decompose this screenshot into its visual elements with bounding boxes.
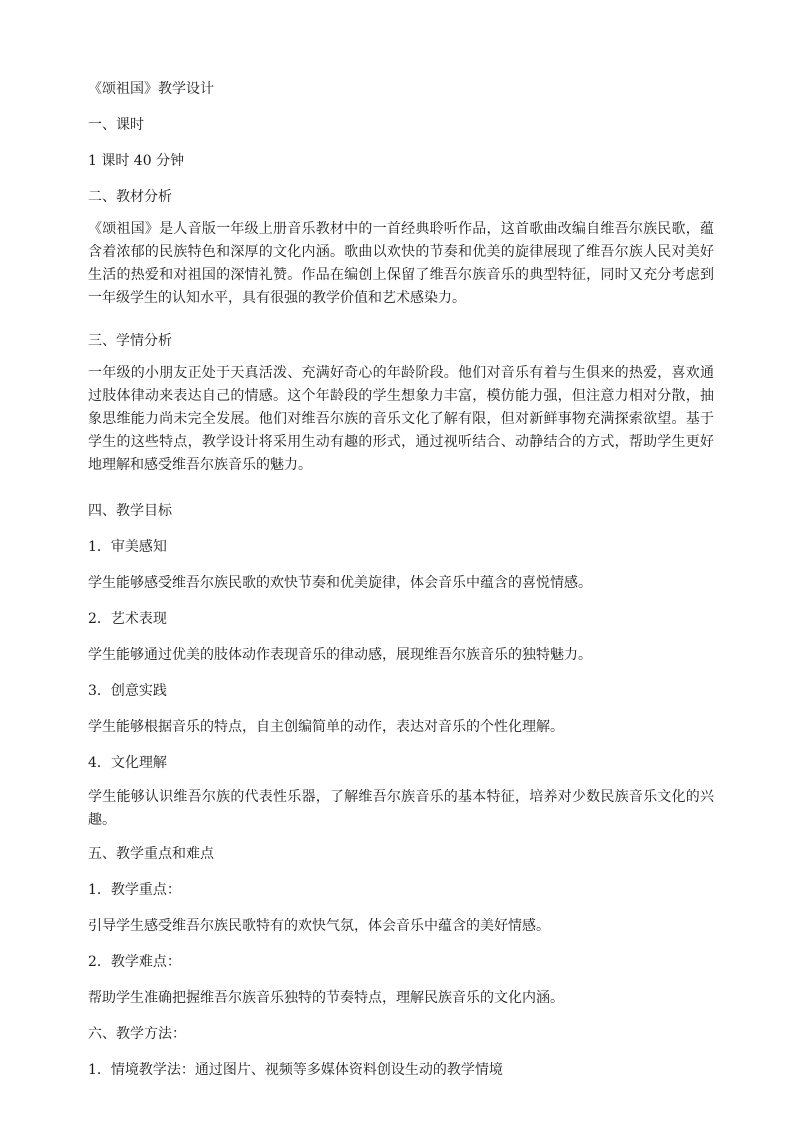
goal-3-heading: 3．创意实践 (88, 683, 167, 699)
document-title: 《颂祖国》教学设计 (88, 81, 214, 97)
section-heading-teaching-goals: 四、教学目标 (88, 503, 172, 519)
difficult-point-heading: 2．教学难点： (88, 954, 181, 970)
teaching-method-1: 1．情境教学法：通过图片、视频等多媒体资料创设生动的教学情境 (88, 1062, 503, 1078)
section-heading-key-difficult-points: 五、教学重点和难点 (88, 846, 214, 862)
goal-1-heading: 1．审美感知 (88, 539, 167, 555)
goal-4-text: 学生能够认识维吾尔族的代表性乐器，了解维吾尔族音乐的基本特征，培养对少数民族音乐文化的兴趣。 (88, 789, 714, 828)
section-heading-learner-analysis: 三、学情分析 (88, 333, 172, 349)
learner-analysis-paragraph: 一年级的小朋友正处于天真活泼、充满好奇心的年龄阶段。他们对音乐有着与生俱来的热爱，喜欢通过肢体律动来表达自己的情感。这个年龄段的学生想象力丰富，模仿能力强，但注意力相对分散，抽象思维能力尚未完全发展。他们对维吾尔族的音乐文化了解有限，但对新鲜事物充满探索欲望。基于学生的这些特点，教学设计将采用生动有趣的形式，通过视听结合、动静结合的方式，帮助学生更好地理解和感受维吾尔族音乐的魅力。 (88, 365, 714, 473)
section-heading-teaching-methods: 六、教学方法： (88, 1026, 186, 1042)
key-point-heading: 1．教学重点： (88, 882, 181, 898)
key-point-text: 引导学生感受维吾尔族民歌特有的欢快气氛，体会音乐中蕴含的美好情感。 (88, 918, 550, 934)
goal-2-heading: 2．艺术表现 (88, 611, 167, 627)
difficult-point-text: 帮助学生准确把握维吾尔族音乐独特的节奏特点，理解民族音乐的文化内涵。 (88, 990, 564, 1006)
material-analysis-paragraph: 《颂祖国》是人音版一年级上册音乐教材中的一首经典聆听作品，这首歌曲改编自维吾尔族民歌，蕴含着浓郁的民族特色和深厚的文化内涵。歌曲以欢快的节奏和优美的旋律展现了维吾尔族人民对美好生活的热爱和对祖国的深情礼赞。作品在编创上保留了维吾尔族音乐的典型特征，同时又充分考虑到一年级学生的认知水平，具有很强的教学价值和艺术感染力。 (88, 221, 714, 306)
section-heading-material-analysis: 二、教材分析 (88, 189, 172, 205)
goal-2-text: 学生能够通过优美的肢体动作表现音乐的律动感，展现维吾尔族音乐的独特魅力。 (88, 647, 592, 663)
class-hours-text: 1 课时 40 分钟 (88, 153, 185, 169)
goal-3-text: 学生能够根据音乐的特点，自主创编简单的动作，表达对音乐的个性化理解。 (88, 719, 564, 735)
section-heading-class-hours: 一、课时 (88, 117, 144, 133)
goal-1-text: 学生能够感受维吾尔族民歌的欢快节奏和优美旋律，体会音乐中蕴含的喜悦情感。 (88, 575, 592, 591)
goal-4-heading: 4．文化理解 (88, 755, 167, 771)
